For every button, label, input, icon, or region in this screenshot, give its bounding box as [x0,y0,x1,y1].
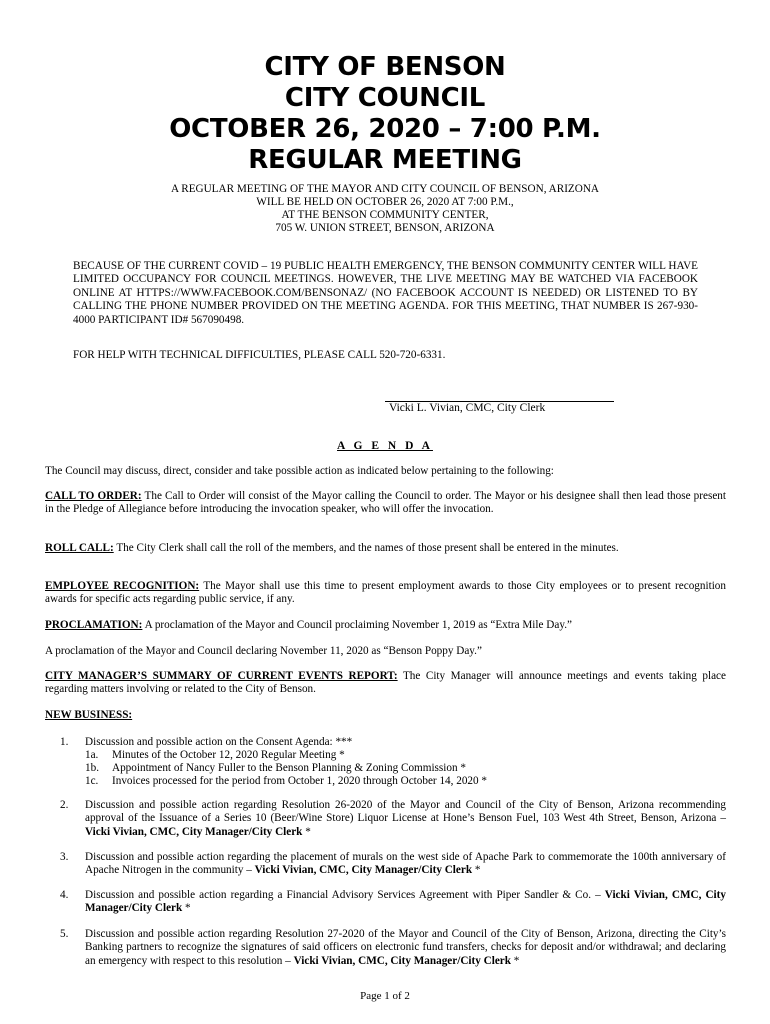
section-text: The Mayor shall use this time to present employment awards to those City employees or to present recognition awards for specific acts regarding public service, if any. [45,580,726,606]
section-employee-recognition [45,580,726,607]
item-number: 3. [60,851,69,863]
item-number: 1. [60,736,69,748]
consent-item-text: Minutes of the October 12, 2020 Regular Meeting * [112,749,345,761]
section-heading: NEW BUSINESS: [45,709,133,721]
item-presenter: Vicki Vivian, CMC, City Manager/City Clerk [85,889,726,915]
consent-item-text: Invoices processed for the period from October 1, 2020 through October 14, 2020 * [112,775,487,787]
item-presenter: Vicki Vivian, CMC, City Manager/City Clerk [85,825,303,838]
section-heading: EMPLOYEE RECOGNITION: [45,580,200,592]
section-heading: CALL TO ORDER: [45,490,142,502]
notice-line-2: WILL BE HELD ON OCTOBER 26, 2020 AT 7:00 P.M., [256,196,514,208]
consent-item-1a [85,749,725,762]
consent-item-code: 1a. [85,749,99,761]
item-text: Discussion and possible action on the Consent Agenda: *** [85,736,353,748]
title-city: CITY OF BENSON [264,52,506,82]
section-text: The City Clerk shall call the roll of the members, and the names of those present shall be entered in the minutes. [116,542,619,554]
item-number: 2. [60,799,69,811]
agenda-item-5 [60,928,726,968]
section-text: The Call to Order will consist of the Mayor calling the Council to order. The Mayor or his designee shall then lead those present in the Pledge of Allegiance before introducing the invocation speaker, who will offer the invocation. [45,490,726,516]
notice-line-3: AT THE BENSON COMMUNITY CENTER, [281,209,489,221]
notice-line-1: A REGULAR MEETING OF THE MAYOR AND CITY COUNCIL OF BENSON, ARIZONA [170,183,600,195]
consent-item-text: Appointment of Nancy Fuller to the Benson Planning & Zoning Commission * [112,762,466,774]
section-roll-call [45,542,726,555]
section-proclamation [45,619,726,632]
signature-name: Vicki L. Vivian, CMC, City Clerk [389,402,546,414]
title-council: CITY COUNCIL [284,83,486,113]
notice-line-4: 705 W. UNION STREET, BENSON, ARIZONA [275,222,495,234]
item-presenter: Vicki Vivian, CMC, City Manager/City Clerk [254,864,473,877]
item-text: Discussion and possible action regarding Resolution 27-2020 of the Mayor and Council of the City of Benson, Arizona, directing the City’s Banking partners to recognize the signatures of said officers on electronic fund transfers, checks for deposit and/or withdrawal; and declaring an emergency with respect to this resolution – [85,928,726,967]
consent-item-1b [85,762,725,775]
help-notice: FOR HELP WITH TECHNICAL DIFFICULTIES, PLEASE CALL 520-720-6331. [73,349,446,361]
item-presenter: Vicki Vivian, CMC, City Manager/City Clerk [293,954,511,967]
covid-notice: BECAUSE OF THE CURRENT COVID – 19 PUBLIC HEALTH EMERGENCY, THE BENSON COMMUNITY CENTER WILL HAVE LIMITED OCCUPANCY FOR COUNCIL MEETINGS. HOWEVER, THE LIVE MEETING MAY BE WATCHED VIA FACEBOOK ONLINE AT HTTPS://WWW.FACEBOOK.COM/BENSONAZ/ (NO FACEBOOK ACCOUNT IS NEEDED) OR LISTENED TO BY CALLING THE PHONE NUMBER PROVIDED ON THE MEETING AGENDA. FOR THIS MEETING, THAT NUMBER IS 267-930-4000 PARTICIPANT ID# 567090498. [73,260,698,326]
item-marker: * [472,864,481,877]
agenda-item-4 [60,889,726,916]
item-text: Discussion and possible action regarding the placement of murals on the west side of Apache Park to commemorate the 100th anniversary of Apache Nitrogen in the community – [85,851,726,877]
section-text: The City Manager will announce meetings and events taking place regarding matters involving or related to the City of Benson. [45,670,726,696]
item-number: 5. [60,928,69,940]
page-number: Page 1 of 2 [360,990,410,1002]
section-new-business [45,709,726,722]
agenda-item-2 [60,799,726,839]
item-number: 4. [60,889,69,901]
section-heading: PROCLAMATION: [45,619,143,631]
section-city-manager-report [45,670,726,697]
section-call-to-order [45,490,726,517]
proclamation-second: A proclamation of the Mayor and Council declaring November 11, 2020 as “Benson Poppy Day.” [45,645,482,657]
section-heading: ROLL CALL: [45,542,114,554]
agenda-item-3 [60,851,726,878]
section-heading: CITY MANAGER’S SUMMARY OF CURRENT EVENTS REPORT: [45,670,398,682]
item-marker: * [302,825,311,838]
consent-item-1c [85,775,725,788]
item-marker: * [182,902,191,915]
item-marker: * [511,954,520,967]
agenda-intro: The Council may discuss, direct, consider and take possible action as indicated below pertaining to the following: [45,465,554,477]
item-text: Discussion and possible action regarding Resolution 26-2020 of the Mayor and Council of the City of Benson, Arizona recommending approval of the Issuance of a Series 10 (Beer/Wine Store) Liquor License at Hone’s Benson Fuel, 103 West 4th Street, Benson, Arizona – [85,799,726,825]
title-meeting-type: REGULAR MEETING [248,145,522,175]
consent-item-code: 1b. [85,762,99,774]
title-date: OCTOBER 26, 2020 – 7:00 P.M. [169,114,601,144]
agenda-heading: A G E N D A [337,440,433,452]
item-text: Discussion and possible action regarding a Financial Advisory Services Agreement with Piper Sandler & Co. – [85,889,605,901]
consent-item-code: 1c. [85,775,99,787]
section-text: A proclamation of the Mayor and Council proclaiming November 1, 2019 as “Extra Mile Day.” [144,619,572,631]
agenda-item-1 [60,736,726,749]
